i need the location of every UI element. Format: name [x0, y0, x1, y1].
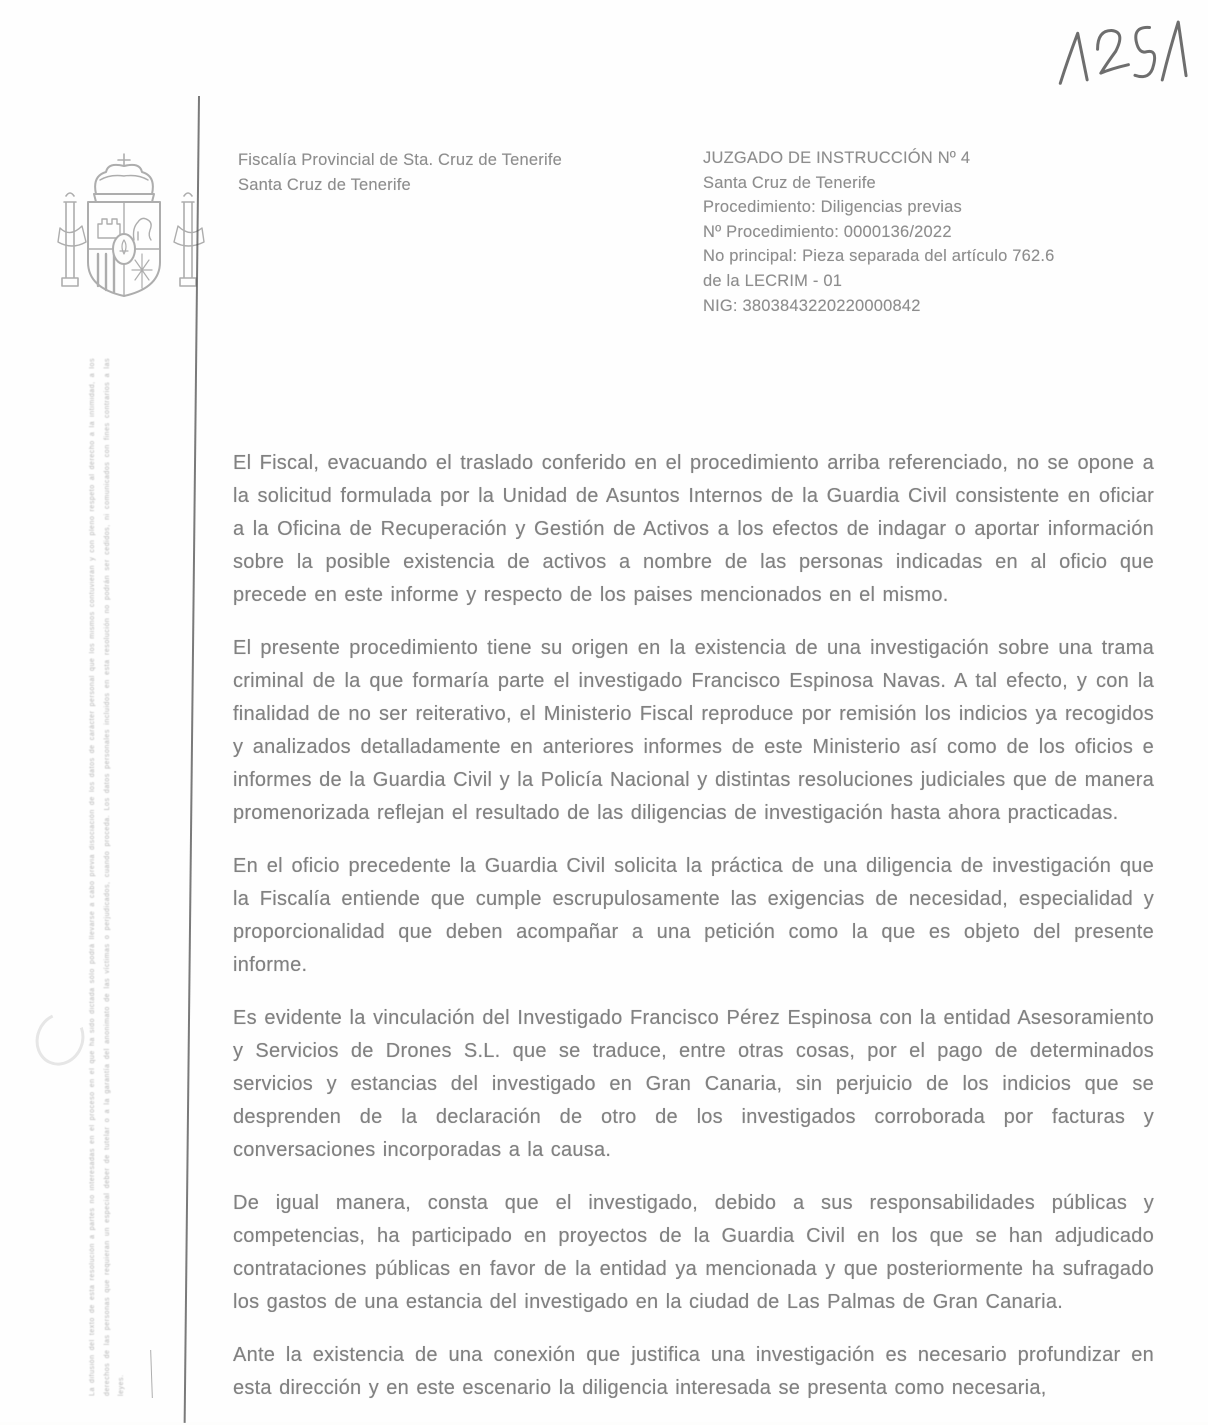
court-name: JUZGADO DE INSTRUCCIÓN Nº 4 [703, 149, 971, 167]
procedure-type: Procedimiento: Diligencias previas [703, 198, 962, 217]
separate-piece-line2: de la LECRIM - 01 [703, 271, 843, 290]
court-city: Santa Cruz de Tenerife [703, 173, 876, 192]
paragraph-origin-investigation: El presente procedimiento tiene su origen en la existencia de una investigación sobre una trama criminal de la que formaría parte el investigado Francisco Espinosa Navas. A tal efecto, y con la finalidad de no ser reiterativo, el Ministerio Fiscal reproduce por remisión los indicios ya recogidos y analizados detalladamente en anteriores informes de este Ministerio así como de los oficios e informes de la Guardia Civil y la Policía Nacional y distintas resoluciones judiciales que de manera promenorizada reflejan el resultado de las diligencias de investigación hasta ahora practicadas. [233, 637, 1154, 824]
handwritten-folio-number [1050, 10, 1194, 103]
handwritten-digits-1251 [1050, 10, 1194, 103]
court-header-block [703, 146, 1055, 318]
procedure-number: Nº Procedimiento: 0000136/2022 [703, 222, 952, 241]
paragraph-conexion-necesaria: Ante la existencia de una conexión que justifica una investigación es necesario profundizar en esta dirección y en este escenario la diligencia interesada se presenta como necesaria, [233, 1344, 1154, 1399]
document-body [233, 447, 1154, 1425]
separate-piece-line1: No principal: Pieza separada del artículo 762.6 [703, 247, 1055, 266]
paragraph-responsabilidades-publicas: De igual manera, consta que el investigado, debido a sus responsabilidades públicas y competencias, ha participado en proyectos de la Guardia Civil en los que se han adjudicado contrataciones públicas en favor de la entidad ya mencionada y que posteriormente ha sufragado los gastos de una estancia del investigado en la ciudad de Las Palmas de Gran Canaria. [233, 1192, 1154, 1313]
sender-office-name: Fiscalía Provincial de Sta. Cruz de Tenerife [238, 151, 562, 169]
paragraph-guardia-civil-request: En el oficio precedente la Guardia Civil solicita la práctica de una diligencia de investigación que la Fiscalía entiende que cumple escrupulosamente las exigencias de necesidad, especialidad y proporcionalidad que deben acompañar a una petición como la que es objeto del presente informe. [233, 855, 1154, 976]
margin-privacy-disclaimer: La difusión del texto de esta resolución a partes no interesadas en el proceso en el que ha sido dictada sólo podrá llevarse a cabo previa disociación de los datos de carácter personal que los mismos contuvieran y con pleno respeto al derecho a la intimidad, a los derechos de las personas que requieran un especial deber de tutelar o a la garantía del anonimato de las víctimas o perjudicados, cuando proceda. Los datos personales incluidos en esta resolución no podrán ser cedidos, ni comunicados con fines contrarios a las leyes. [89, 358, 125, 1396]
sender-header-block [238, 148, 562, 198]
scan-artifact-tick [150, 1350, 153, 1398]
nig-number: NIG: 3803843220220000842 [703, 296, 921, 315]
spain-coat-of-arms-icon [56, 150, 206, 308]
scan-artifact-crescent [28, 1005, 93, 1073]
sender-office-city: Santa Cruz de Tenerife [238, 176, 411, 194]
paragraph-vinculacion-entidad: Es evidente la vinculación del Investigado Francisco Pérez Espinosa con la entidad Asesoramiento y Servicios de Drones S.L. que se traduce, entre otras cosas, por el pago de determinados servicios y estancias del investigado en Gran Canaria, sin perjuicio de los indicios que se desprenden de la declaración de otro de los investigados corroborada por facturas y conversaciones incorporadas a la causa. [233, 1007, 1154, 1161]
paragraph-fiscal-no-opposition: El Fiscal, evacuando el traslado conferido en el procedimiento arriba referenciado, no se opone a la solicitud formulada por la Unidad de Asuntos Internos de la Guardia Civil consistente en oficiar a la Oficina de Recuperación y Gestión de Activos a los efectos de indagar o aportar información sobre la posible existencia de activos a nombre de las personas indicadas en al oficio que precede en este informe y respecto de los paises mencionados en el mismo. [233, 452, 1154, 606]
